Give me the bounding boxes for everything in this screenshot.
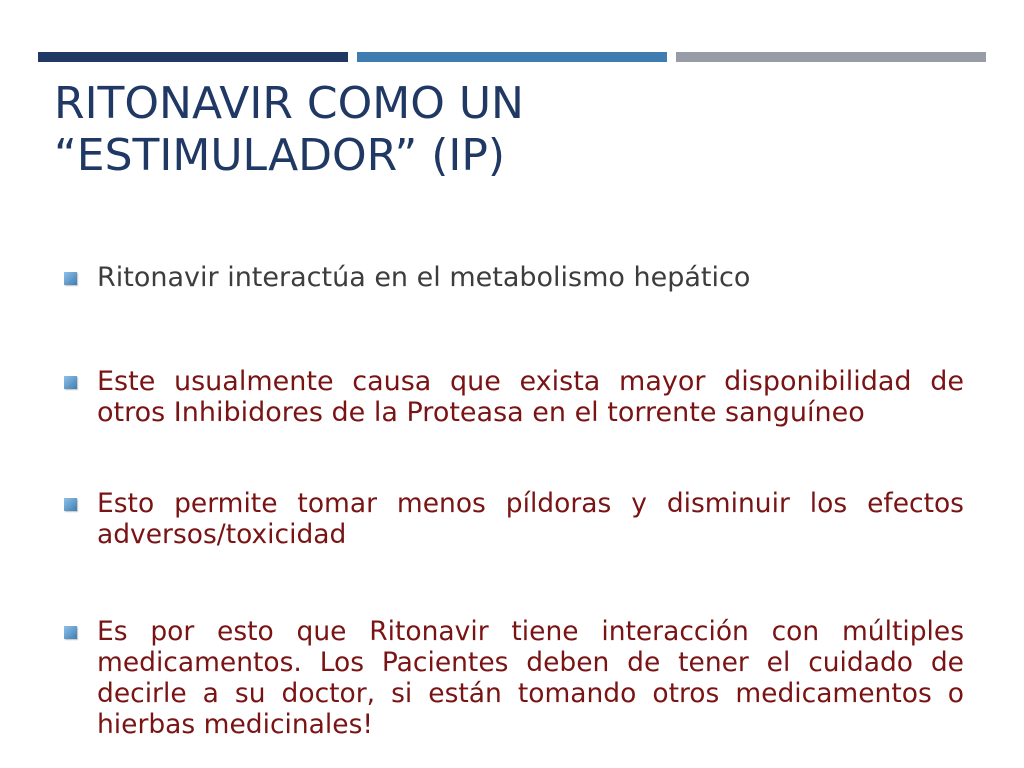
accent-bar-dark-blue [38, 52, 348, 62]
bullet-text: Ritonavir interactúa en el metabolismo hepático [97, 262, 751, 293]
accent-bar-mid-blue [357, 52, 667, 62]
square-bullet-icon [64, 272, 77, 285]
bullet-text: Es por esto que Ritonavir tiene interacción con múltiples medicamentos. Los Pacientes deben de tener el cuidado de decirle a su doctor, si están tomando otros medicamentos o hierbas medicinales! [97, 616, 964, 740]
slide-title-line-2: “ESTIMULADOR” (IP) [54, 130, 506, 181]
bullet-text: Este usualmente causa que exista mayor disponibilidad de otros Inhibidores de la Proteasa en el torrente sanguíneo [97, 366, 964, 428]
square-bullet-icon [64, 498, 77, 511]
square-bullet-icon [64, 376, 77, 389]
accent-bar-gray [676, 52, 986, 62]
slide-title-line-1: RITONAVIR COMO UN [54, 78, 524, 129]
square-bullet-icon [64, 626, 77, 639]
bullet-text: Esto permite tomar menos píldoras y disminuir los efectos adversos/toxicidad [97, 488, 964, 550]
slide-title [54, 78, 954, 182]
